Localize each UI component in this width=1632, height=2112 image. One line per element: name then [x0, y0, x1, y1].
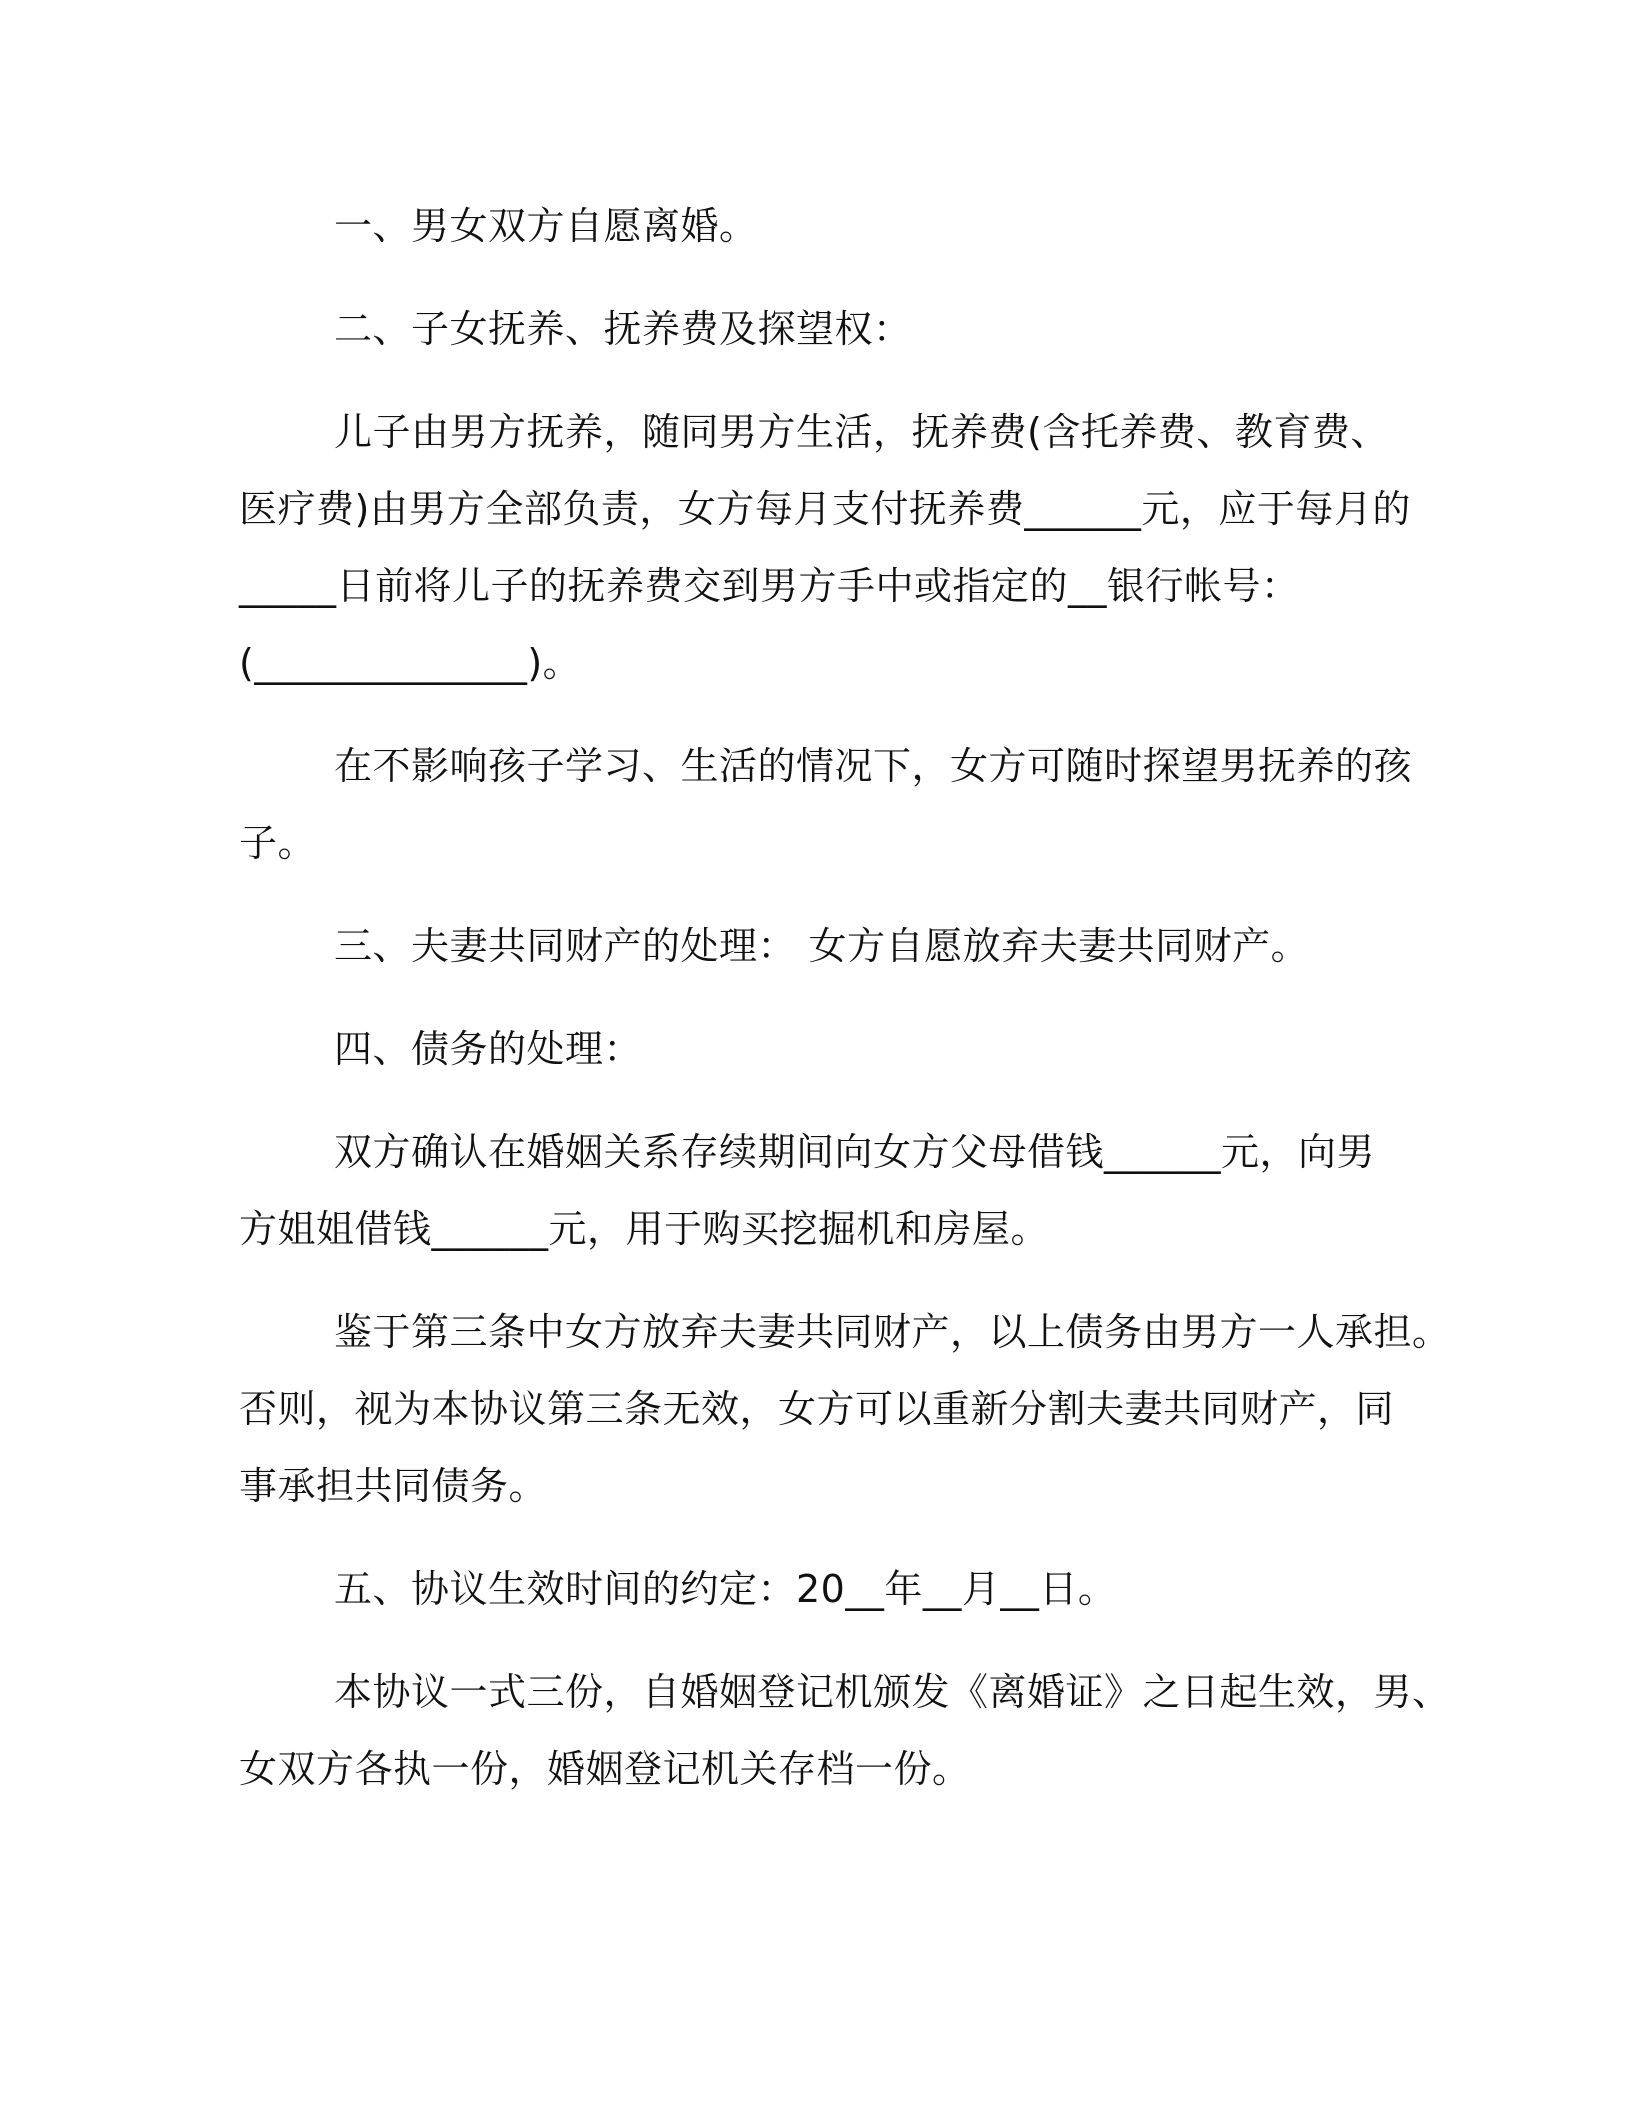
text-line: 方姐姐借钱______元，用于购买挖掘机和房屋。	[239, 1207, 1050, 1251]
text-line: 二、子女抚养、抚养费及探望权：	[334, 307, 912, 351]
text-line: 医疗费)由男方全部负责，女方每月支付抚养费______元，应于每月的	[239, 487, 1411, 531]
clause-2-child-support-paragraph	[239, 394, 1411, 702]
document-body	[239, 188, 1451, 1834]
clause-5-copies-paragraph	[239, 1654, 1451, 1808]
text-line: 女双方各执一份，婚姻登记机关存档一份。	[239, 1747, 971, 1791]
text-line: 儿子由男方抚养，随同男方生活，抚养费(含托养费、教育费、	[334, 410, 1389, 454]
text-line: 子。	[239, 821, 317, 865]
clause-4-heading	[239, 1011, 1399, 1088]
clause-1-heading	[239, 188, 1399, 265]
clause-4-debt-paragraph	[239, 1114, 1399, 1268]
clause-4-debt-burden-paragraph	[239, 1294, 1451, 1525]
clause-5-heading	[239, 1551, 1399, 1628]
text-line: 否则，视为本协议第三条无效，女方可以重新分割夫妻共同财产，同	[239, 1387, 1395, 1431]
clause-2-visitation-paragraph	[239, 728, 1413, 882]
text-line: 双方确认在婚姻关系存续期间向女方父母借钱______元，向男	[334, 1130, 1376, 1174]
text-line: 四、债务的处理：	[334, 1027, 643, 1071]
clause-3-heading	[239, 908, 1399, 985]
text-line: 一、男女双方自愿离婚。	[334, 204, 758, 248]
clause-2-heading	[239, 291, 1399, 368]
text-line: 本协议一式三份，自婚姻登记机颁发《离婚证》之日起生效，男、	[334, 1670, 1451, 1714]
text-line: 鉴于第三条中女方放弃夫妻共同财产，以上债务由男方一人承担。	[334, 1310, 1451, 1354]
text-line: 五、协议生效时间的约定：20__年__月__日。	[334, 1567, 1117, 1611]
text-line: 在不影响孩子学习、生活的情况下，女方可随时探望男抚养的孩	[334, 744, 1413, 788]
text-line: (______________)。	[239, 641, 582, 685]
text-line: _____日前将儿子的抚养费交到男方手中或指定的__银行帐号：	[239, 564, 1300, 608]
text-line: 三、夫妻共同财产的处理： 女方自愿放弃夫妻共同财产。	[334, 924, 1310, 968]
text-line: 事承担共同债务。	[239, 1464, 548, 1508]
